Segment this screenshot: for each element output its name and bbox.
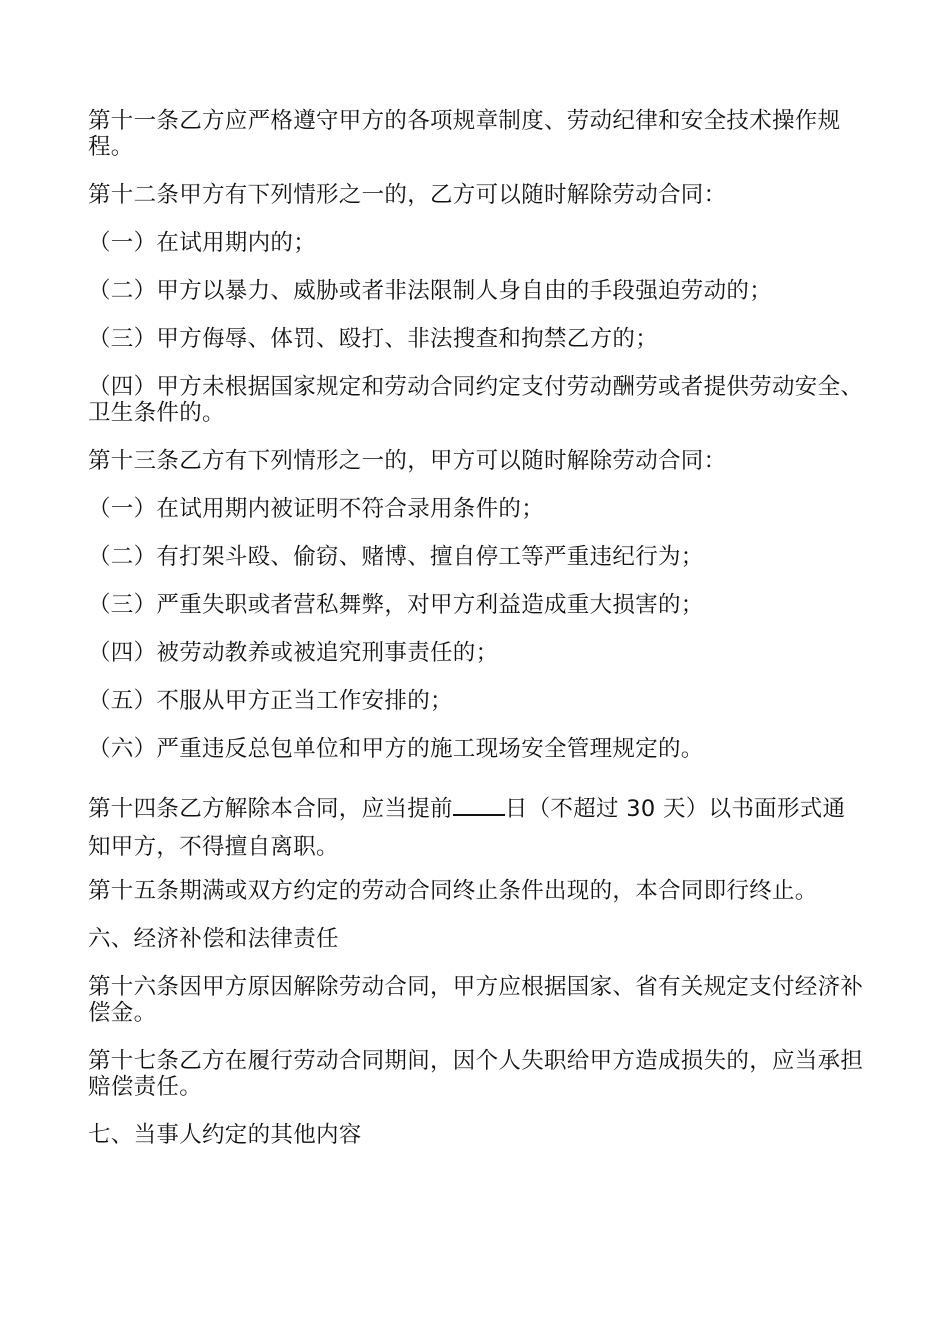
article-12-item-4: （四）甲方未根据国家规定和劳动合同约定支付劳动酬劳或者提供劳动安全、卫生条件的。: [88, 374, 864, 426]
article-11: 第十一条乙方应严格遵守甲方的各项规章制度、劳动纪律和安全技术操作规程。: [88, 108, 841, 160]
article-13-item-2: （二）有打架斗殴、偷窃、赌博、擅自停工等严重违纪行为；: [88, 544, 704, 570]
article-12-item-2: （二）甲方以暴力、威胁或者非法限制人身自由的手段强迫劳动的；: [88, 278, 773, 304]
article-12-item-1: （一）在试用期内的；: [88, 230, 317, 256]
document-page: [88, 108, 868, 1170]
article-13-item-1: （一）在试用期内被证明不符合录用条件的；: [88, 496, 545, 522]
article-13-item-3: （三）严重失职或者营私舞弊，对甲方利益造成重大损害的；: [88, 592, 704, 618]
article-13-item-6: （六）严重违反总包单位和甲方的施工现场安全管理规定的。: [88, 736, 704, 762]
article-14-after: 日（不超过 30 天）以书面形式通知甲方，不得擅自离职。: [88, 796, 846, 860]
article-12: 第十二条甲方有下列情形之一的，乙方可以随时解除劳动合同：: [88, 182, 727, 208]
section-6-heading: 六、经济补偿和法律责任: [88, 926, 339, 952]
article-16: 第十六条因甲方原因解除劳动合同，甲方应根据国家、省有关规定支付经济补偿金。: [88, 974, 864, 1026]
days-blank: [453, 796, 505, 816]
article-13-item-5: （五）不服从甲方正当工作安排的；: [88, 688, 453, 714]
article-13: 第十三条乙方有下列情形之一的，甲方可以随时解除劳动合同：: [88, 448, 727, 474]
article-14-before: 第十四条乙方解除本合同，应当提前: [88, 796, 453, 822]
section-7-heading: 七、当事人约定的其他内容: [88, 1122, 362, 1148]
article-12-item-3: （三）甲方侮辱、体罚、殴打、非法搜查和拘禁乙方的；: [88, 326, 659, 352]
article-15: 第十五条期满或双方约定的劳动合同终止条件出现的，本合同即行终止。: [88, 878, 818, 904]
article-14: [88, 790, 868, 866]
article-13-item-4: （四）被劳动教养或被追究刑事责任的；: [88, 640, 499, 666]
article-17: 第十七条乙方在履行劳动合同期间，因个人失职给甲方造成损失的，应当承担赔偿责任。: [88, 1048, 864, 1100]
